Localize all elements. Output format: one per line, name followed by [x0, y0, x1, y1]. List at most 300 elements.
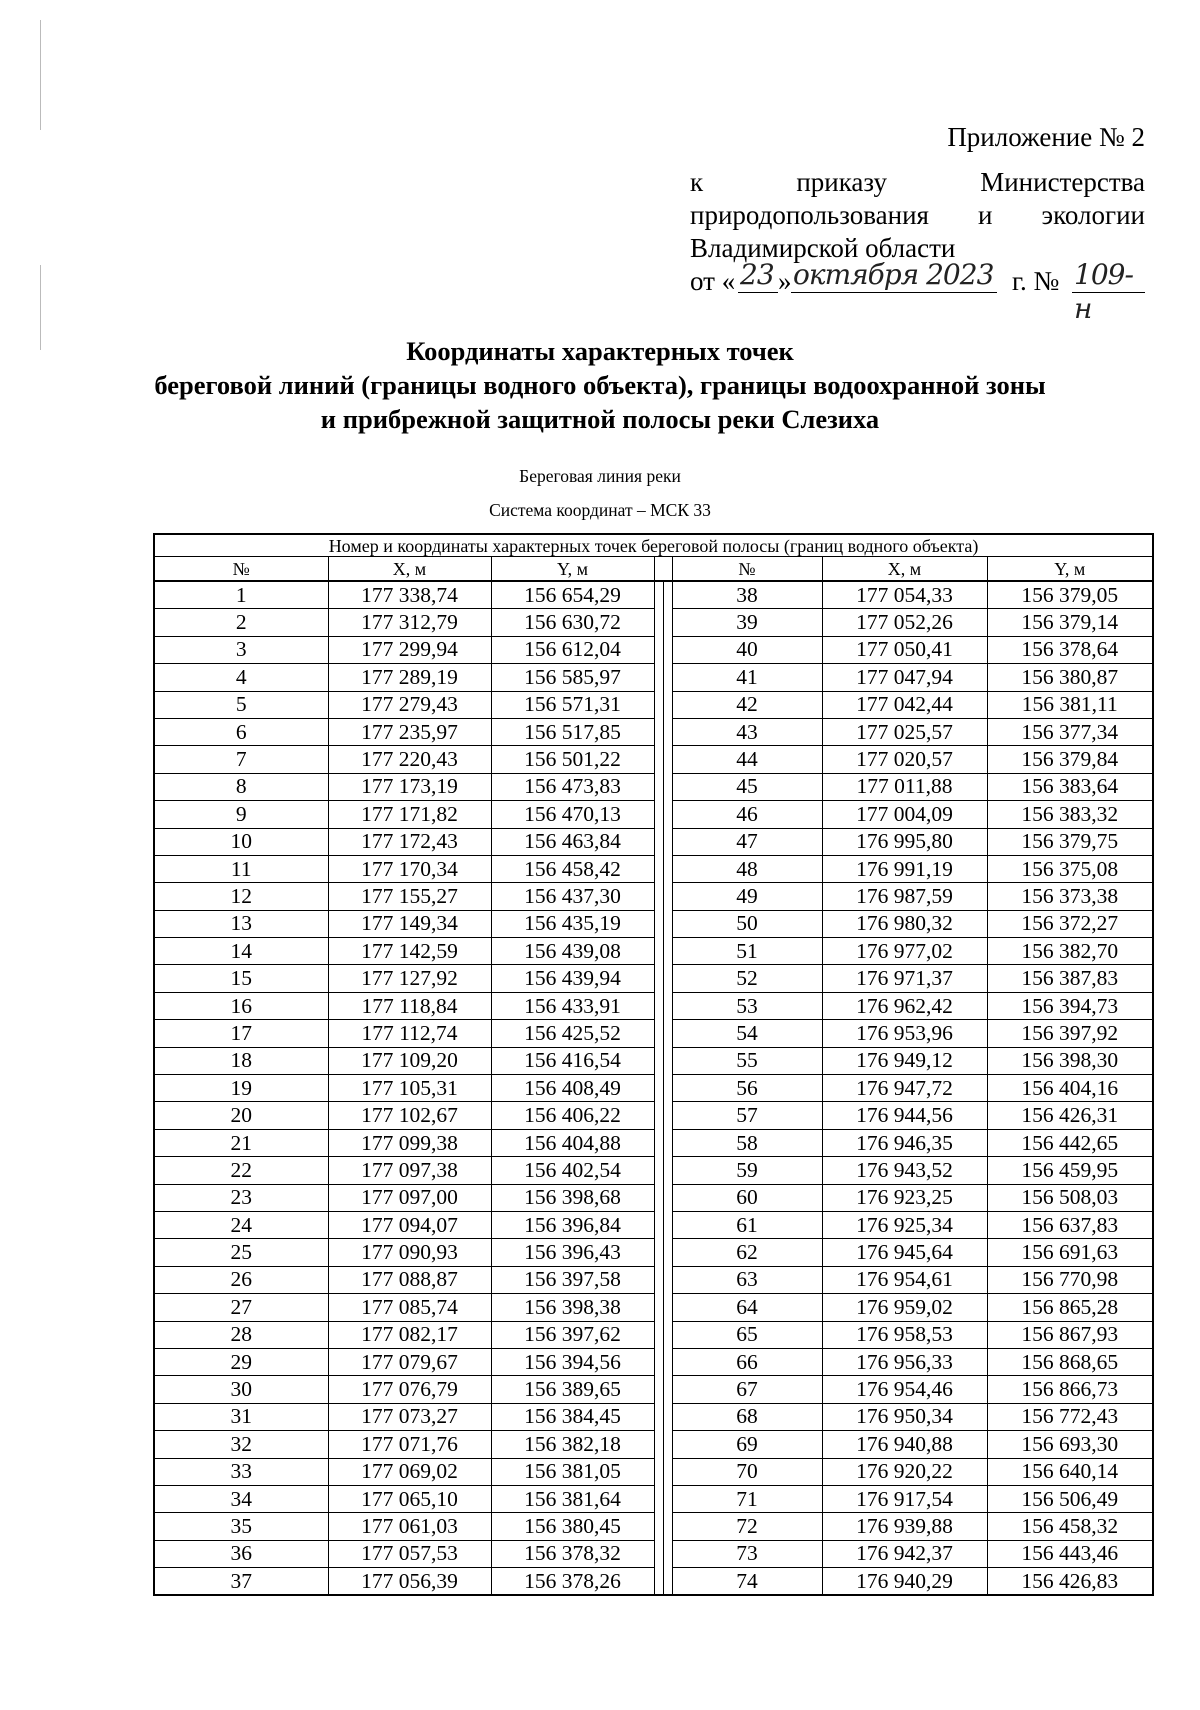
y-coordinate-cell: 156 865,28 — [987, 1294, 1153, 1321]
y-coordinate-cell: 156 435,19 — [491, 910, 654, 937]
separator-cell — [654, 1184, 663, 1211]
y-coordinate-cell: 156 379,84 — [987, 746, 1153, 773]
separator-cell — [654, 801, 663, 828]
x-coordinate-cell: 176 953,96 — [822, 1020, 987, 1047]
table-row — [154, 691, 1153, 718]
coordinates-table-body — [154, 581, 1153, 1595]
y-coordinate-cell: 156 380,87 — [987, 664, 1153, 691]
x-coordinate-cell: 177 099,38 — [328, 1129, 491, 1156]
appendix-region-line: Владимирской области — [690, 233, 956, 263]
separator-cell — [663, 609, 672, 636]
x-coordinate-cell: 177 061,03 — [328, 1513, 491, 1540]
separator-cell — [654, 773, 663, 800]
y-coordinate-cell: 156 396,43 — [491, 1239, 654, 1266]
x-coordinate-cell: 177 050,41 — [822, 636, 987, 663]
y-coordinate-cell: 156 506,49 — [987, 1485, 1153, 1512]
separator-cell — [654, 1266, 663, 1293]
x-coordinate-cell: 176 940,29 — [822, 1568, 987, 1596]
y-coordinate-cell: 156 770,98 — [987, 1266, 1153, 1293]
number-underline — [1072, 264, 1145, 293]
x-coordinate-cell: 176 956,33 — [822, 1348, 987, 1375]
table-row — [154, 828, 1153, 855]
x-coordinate-cell: 177 025,57 — [822, 718, 987, 745]
table-row — [154, 1047, 1153, 1074]
separator-cell — [654, 938, 663, 965]
point-number-cell: 38 — [672, 581, 822, 609]
separator-cell — [654, 965, 663, 992]
point-number-cell: 62 — [672, 1239, 822, 1266]
section-label: Береговая линия реки — [519, 466, 681, 486]
point-number-cell: 5 — [154, 691, 328, 718]
title-line-3: и прибрежной защитной полосы реки Слезиха — [320, 404, 880, 434]
separator-cell — [654, 1157, 663, 1184]
separator-cell — [663, 1376, 672, 1403]
x-coordinate-cell: 177 112,74 — [328, 1020, 491, 1047]
x-coordinate-cell: 177 088,87 — [328, 1266, 491, 1293]
separator-cell — [654, 1376, 663, 1403]
separator-cell — [663, 1266, 672, 1293]
appendix-date-line — [690, 258, 1145, 325]
column-header-number: № — [154, 557, 328, 582]
separator-cell — [654, 1129, 663, 1156]
y-coordinate-cell: 156 868,65 — [987, 1348, 1153, 1375]
x-coordinate-cell: 176 939,88 — [822, 1513, 987, 1540]
table-row — [154, 965, 1153, 992]
point-number-cell: 1 — [154, 581, 328, 609]
y-coordinate-cell: 156 442,65 — [987, 1129, 1153, 1156]
table-row — [154, 1348, 1153, 1375]
y-coordinate-cell: 156 439,94 — [491, 965, 654, 992]
point-number-cell: 73 — [672, 1540, 822, 1567]
point-number-cell: 59 — [672, 1157, 822, 1184]
x-coordinate-cell: 177 011,88 — [822, 773, 987, 800]
y-coordinate-cell: 156 394,73 — [987, 992, 1153, 1019]
separator-cell — [663, 664, 672, 691]
point-number-cell: 12 — [154, 883, 328, 910]
table-row — [154, 938, 1153, 965]
separator-cell — [663, 1102, 672, 1129]
table-row — [154, 910, 1153, 937]
table-row — [154, 801, 1153, 828]
y-coordinate-cell: 156 637,83 — [987, 1211, 1153, 1238]
point-number-cell: 31 — [154, 1403, 328, 1430]
y-coordinate-cell: 156 866,73 — [987, 1376, 1153, 1403]
separator-cell — [654, 1348, 663, 1375]
y-coordinate-cell: 156 470,13 — [491, 801, 654, 828]
x-coordinate-cell: 176 971,37 — [822, 965, 987, 992]
separator-cell — [654, 718, 663, 745]
x-coordinate-cell: 177 071,76 — [328, 1431, 491, 1458]
separator-cell — [663, 1568, 672, 1596]
table-row — [154, 1540, 1153, 1567]
x-coordinate-cell: 177 047,94 — [822, 664, 987, 691]
x-coordinate-cell: 177 170,34 — [328, 855, 491, 882]
y-coordinate-cell: 156 387,83 — [987, 965, 1153, 992]
point-number-cell: 2 — [154, 609, 328, 636]
x-coordinate-cell: 177 054,33 — [822, 581, 987, 609]
separator-cell — [654, 1568, 663, 1596]
separator-cell — [663, 691, 672, 718]
date-month-year-handwritten: октября 2023 — [793, 258, 994, 291]
point-number-cell: 66 — [672, 1348, 822, 1375]
x-coordinate-cell: 177 065,10 — [328, 1485, 491, 1512]
separator-cell — [663, 965, 672, 992]
y-coordinate-cell: 156 378,64 — [987, 636, 1153, 663]
separator-cell — [654, 1513, 663, 1540]
y-coordinate-cell: 156 382,70 — [987, 938, 1153, 965]
separator-cell — [654, 746, 663, 773]
x-coordinate-cell: 177 102,67 — [328, 1102, 491, 1129]
date-underline — [738, 264, 778, 293]
x-coordinate-cell: 176 980,32 — [822, 910, 987, 937]
separator-cell — [663, 718, 672, 745]
point-number-cell: 40 — [672, 636, 822, 663]
separator-cell — [654, 1321, 663, 1348]
point-number-cell: 43 — [672, 718, 822, 745]
y-coordinate-cell: 156 426,83 — [987, 1568, 1153, 1596]
x-coordinate-cell: 177 127,92 — [328, 965, 491, 992]
y-coordinate-cell: 156 378,26 — [491, 1568, 654, 1596]
y-coordinate-cell: 156 437,30 — [491, 883, 654, 910]
table-row — [154, 883, 1153, 910]
date-quote-close: » — [778, 266, 792, 296]
x-coordinate-cell: 176 987,59 — [822, 883, 987, 910]
separator-cell — [654, 855, 663, 882]
x-coordinate-cell: 176 947,72 — [822, 1075, 987, 1102]
document-title — [100, 334, 1100, 436]
x-coordinate-cell: 177 105,31 — [328, 1075, 491, 1102]
x-coordinate-cell: 176 959,02 — [822, 1294, 987, 1321]
x-coordinate-cell: 176 942,37 — [822, 1540, 987, 1567]
x-coordinate-cell: 177 094,07 — [328, 1211, 491, 1238]
y-coordinate-cell: 156 691,63 — [987, 1239, 1153, 1266]
separator-cell — [663, 1540, 672, 1567]
x-coordinate-cell: 176 946,35 — [822, 1129, 987, 1156]
x-coordinate-cell: 177 056,39 — [328, 1568, 491, 1596]
separator-cell — [663, 910, 672, 937]
x-coordinate-cell: 177 173,19 — [328, 773, 491, 800]
table-row — [154, 1075, 1153, 1102]
y-coordinate-cell: 156 396,84 — [491, 1211, 654, 1238]
y-coordinate-cell: 156 416,54 — [491, 1047, 654, 1074]
x-coordinate-cell: 177 289,19 — [328, 664, 491, 691]
y-coordinate-cell: 156 426,31 — [987, 1102, 1153, 1129]
point-number-cell: 17 — [154, 1020, 328, 1047]
table-row — [154, 746, 1153, 773]
point-number-cell: 68 — [672, 1403, 822, 1430]
y-coordinate-cell: 156 459,95 — [987, 1157, 1153, 1184]
separator-cell — [654, 1020, 663, 1047]
point-number-cell: 58 — [672, 1129, 822, 1156]
separator-cell — [654, 1485, 663, 1512]
separator-cell — [663, 855, 672, 882]
table-row — [154, 1211, 1153, 1238]
table-row — [154, 773, 1153, 800]
y-coordinate-cell: 156 408,49 — [491, 1075, 654, 1102]
x-coordinate-cell: 176 958,53 — [822, 1321, 987, 1348]
x-coordinate-cell: 176 962,42 — [822, 992, 987, 1019]
table-row — [154, 1431, 1153, 1458]
x-coordinate-cell: 176 995,80 — [822, 828, 987, 855]
x-coordinate-cell: 177 097,00 — [328, 1184, 491, 1211]
table-row — [154, 1266, 1153, 1293]
y-coordinate-cell: 156 381,05 — [491, 1458, 654, 1485]
point-number-cell: 46 — [672, 801, 822, 828]
x-coordinate-cell: 177 109,20 — [328, 1047, 491, 1074]
point-number-cell: 14 — [154, 938, 328, 965]
y-coordinate-cell: 156 508,03 — [987, 1184, 1153, 1211]
y-coordinate-cell: 156 640,14 — [987, 1458, 1153, 1485]
point-number-cell: 70 — [672, 1458, 822, 1485]
point-number-cell: 30 — [154, 1376, 328, 1403]
y-coordinate-cell: 156 433,91 — [491, 992, 654, 1019]
point-number-cell: 9 — [154, 801, 328, 828]
separator-cell — [663, 828, 672, 855]
x-coordinate-cell: 177 004,09 — [822, 801, 987, 828]
y-coordinate-cell: 156 377,34 — [987, 718, 1153, 745]
x-coordinate-cell: 176 940,88 — [822, 1431, 987, 1458]
y-coordinate-cell: 156 383,32 — [987, 801, 1153, 828]
separator-cell — [654, 910, 663, 937]
point-number-cell: 55 — [672, 1047, 822, 1074]
point-number-cell: 27 — [154, 1294, 328, 1321]
table-row — [154, 1403, 1153, 1430]
x-coordinate-cell: 176 949,12 — [822, 1047, 987, 1074]
point-number-cell: 53 — [672, 992, 822, 1019]
point-number-cell: 8 — [154, 773, 328, 800]
point-number-cell: 25 — [154, 1239, 328, 1266]
y-coordinate-cell: 156 394,56 — [491, 1348, 654, 1375]
y-coordinate-cell: 156 373,38 — [987, 883, 1153, 910]
point-number-cell: 65 — [672, 1321, 822, 1348]
point-number-cell: 44 — [672, 746, 822, 773]
separator-cell — [654, 883, 663, 910]
x-coordinate-cell: 177 020,57 — [822, 746, 987, 773]
x-coordinate-cell: 177 338,74 — [328, 581, 491, 609]
separator-cell — [654, 581, 663, 609]
title-line-1: Координаты характерных точек — [406, 336, 794, 366]
x-coordinate-cell: 176 945,64 — [822, 1239, 987, 1266]
point-number-cell: 54 — [672, 1020, 822, 1047]
table-row — [154, 1485, 1153, 1512]
separator-cell — [663, 773, 672, 800]
table-row — [154, 1458, 1153, 1485]
point-number-cell: 63 — [672, 1266, 822, 1293]
x-coordinate-cell: 176 925,34 — [822, 1211, 987, 1238]
point-number-cell: 36 — [154, 1540, 328, 1567]
separator-cell — [663, 1075, 672, 1102]
x-coordinate-cell: 177 220,43 — [328, 746, 491, 773]
x-coordinate-cell: 177 142,59 — [328, 938, 491, 965]
separator-cell — [663, 636, 672, 663]
y-coordinate-cell: 156 867,93 — [987, 1321, 1153, 1348]
point-number-cell: 11 — [154, 855, 328, 882]
separator-cell — [663, 801, 672, 828]
x-coordinate-cell: 176 954,61 — [822, 1266, 987, 1293]
column-header-x: X, м — [822, 557, 987, 582]
y-coordinate-cell: 156 379,05 — [987, 581, 1153, 609]
appendix-ministry-line: природопользования и экологии — [690, 200, 1145, 230]
y-coordinate-cell: 156 439,08 — [491, 938, 654, 965]
scan-artifact-line — [40, 20, 41, 130]
table-row — [154, 1239, 1153, 1266]
date-prefix: от « — [690, 266, 736, 296]
point-number-cell: 74 — [672, 1568, 822, 1596]
x-coordinate-cell: 177 279,43 — [328, 691, 491, 718]
separator-cell — [663, 581, 672, 609]
y-coordinate-cell: 156 458,32 — [987, 1513, 1153, 1540]
y-coordinate-cell: 156 380,45 — [491, 1513, 654, 1540]
x-coordinate-cell: 177 097,38 — [328, 1157, 491, 1184]
separator-cell — [663, 1294, 672, 1321]
y-coordinate-cell: 156 372,27 — [987, 910, 1153, 937]
point-number-cell: 64 — [672, 1294, 822, 1321]
x-coordinate-cell: 177 118,84 — [328, 992, 491, 1019]
point-number-cell: 52 — [672, 965, 822, 992]
x-coordinate-cell: 177 149,34 — [328, 910, 491, 937]
x-coordinate-cell: 176 950,34 — [822, 1403, 987, 1430]
x-coordinate-cell: 176 920,22 — [822, 1458, 987, 1485]
point-number-cell: 51 — [672, 938, 822, 965]
x-coordinate-cell: 177 235,97 — [328, 718, 491, 745]
point-number-cell: 71 — [672, 1485, 822, 1512]
separator-cell — [663, 1513, 672, 1540]
y-coordinate-cell: 156 571,31 — [491, 691, 654, 718]
y-coordinate-cell: 156 397,62 — [491, 1321, 654, 1348]
table-row — [154, 581, 1153, 609]
point-number-cell: 6 — [154, 718, 328, 745]
separator-cell — [663, 1431, 672, 1458]
y-coordinate-cell: 156 404,88 — [491, 1129, 654, 1156]
table-row — [154, 1376, 1153, 1403]
y-coordinate-cell: 156 381,64 — [491, 1485, 654, 1512]
y-coordinate-cell: 156 630,72 — [491, 609, 654, 636]
point-number-cell: 20 — [154, 1102, 328, 1129]
point-number-cell: 15 — [154, 965, 328, 992]
y-coordinate-cell: 156 654,29 — [491, 581, 654, 609]
scan-artifact-line — [40, 265, 41, 350]
point-number-cell: 28 — [154, 1321, 328, 1348]
point-number-cell: 3 — [154, 636, 328, 663]
title-line-2: береговой линий (границы водного объекта), границы водоохранной зоны — [154, 370, 1046, 400]
month-underline — [791, 264, 997, 293]
table-row — [154, 1294, 1153, 1321]
point-number-cell: 13 — [154, 910, 328, 937]
separator-cell — [663, 1047, 672, 1074]
point-number-cell: 26 — [154, 1266, 328, 1293]
point-number-cell: 34 — [154, 1485, 328, 1512]
separator-cell — [654, 664, 663, 691]
x-coordinate-cell: 177 085,74 — [328, 1294, 491, 1321]
separator-cell — [654, 1239, 663, 1266]
separator-cell — [654, 828, 663, 855]
separator-cell — [663, 1184, 672, 1211]
point-number-cell: 32 — [154, 1431, 328, 1458]
point-number-cell: 61 — [672, 1211, 822, 1238]
point-number-cell: 49 — [672, 883, 822, 910]
separator-cell — [663, 1239, 672, 1266]
y-coordinate-cell: 156 379,14 — [987, 609, 1153, 636]
point-number-cell: 57 — [672, 1102, 822, 1129]
coordinate-system-label: Система координат – МСК 33 — [489, 500, 711, 520]
separator-cell — [654, 1431, 663, 1458]
y-coordinate-cell: 156 443,46 — [987, 1540, 1153, 1567]
separator-cell — [654, 1075, 663, 1102]
separator-cell — [654, 1102, 663, 1129]
column-header-y: Y, м — [987, 557, 1153, 582]
column-header-y: Y, м — [491, 557, 654, 582]
point-number-cell: 16 — [154, 992, 328, 1019]
point-number-cell: 21 — [154, 1129, 328, 1156]
x-coordinate-cell: 177 076,79 — [328, 1376, 491, 1403]
x-coordinate-cell: 177 090,93 — [328, 1239, 491, 1266]
y-coordinate-cell: 156 463,84 — [491, 828, 654, 855]
table-caption: Номер и координаты характерных точек береговой полосы (границ водного объекта) — [154, 534, 1153, 557]
y-coordinate-cell: 156 384,45 — [491, 1403, 654, 1430]
point-number-cell: 18 — [154, 1047, 328, 1074]
column-separator — [654, 557, 672, 582]
x-coordinate-cell: 177 155,27 — [328, 883, 491, 910]
separator-cell — [663, 1485, 672, 1512]
x-coordinate-cell: 176 991,19 — [822, 855, 987, 882]
separator-cell — [663, 1321, 672, 1348]
point-number-cell: 56 — [672, 1075, 822, 1102]
column-header-x: X, м — [328, 557, 491, 582]
point-number-cell: 33 — [154, 1458, 328, 1485]
point-number-cell: 60 — [672, 1184, 822, 1211]
appendix-title: Приложение № 2 — [947, 122, 1145, 152]
table-row — [154, 636, 1153, 663]
x-coordinate-cell: 177 052,26 — [822, 609, 987, 636]
separator-cell — [654, 1211, 663, 1238]
number-prefix: г. № — [1012, 266, 1060, 296]
y-coordinate-cell: 156 473,83 — [491, 773, 654, 800]
point-number-cell: 37 — [154, 1568, 328, 1596]
y-coordinate-cell: 156 398,30 — [987, 1047, 1153, 1074]
point-number-cell: 24 — [154, 1211, 328, 1238]
point-number-cell: 23 — [154, 1184, 328, 1211]
y-coordinate-cell: 156 693,30 — [987, 1431, 1153, 1458]
table-row — [154, 718, 1153, 745]
y-coordinate-cell: 156 378,32 — [491, 1540, 654, 1567]
separator-cell — [654, 1294, 663, 1321]
x-coordinate-cell: 177 042,44 — [822, 691, 987, 718]
y-coordinate-cell: 156 517,85 — [491, 718, 654, 745]
y-coordinate-cell: 156 458,42 — [491, 855, 654, 882]
table-row — [154, 992, 1153, 1019]
table-row — [154, 1184, 1153, 1211]
x-coordinate-cell: 177 079,67 — [328, 1348, 491, 1375]
x-coordinate-cell: 177 073,27 — [328, 1403, 491, 1430]
x-coordinate-cell: 177 172,43 — [328, 828, 491, 855]
separator-cell — [663, 883, 672, 910]
point-number-cell: 45 — [672, 773, 822, 800]
y-coordinate-cell: 156 375,08 — [987, 855, 1153, 882]
y-coordinate-cell: 156 612,04 — [491, 636, 654, 663]
point-number-cell: 7 — [154, 746, 328, 773]
separator-cell — [663, 1458, 672, 1485]
x-coordinate-cell: 177 082,17 — [328, 1321, 491, 1348]
x-coordinate-cell: 176 954,46 — [822, 1376, 987, 1403]
table-row — [154, 1513, 1153, 1540]
point-number-cell: 10 — [154, 828, 328, 855]
table-row — [154, 1568, 1153, 1596]
y-coordinate-cell: 156 389,65 — [491, 1376, 654, 1403]
point-number-cell: 29 — [154, 1348, 328, 1375]
x-coordinate-cell: 177 057,53 — [328, 1540, 491, 1567]
point-number-cell: 50 — [672, 910, 822, 937]
table-row — [154, 1157, 1153, 1184]
